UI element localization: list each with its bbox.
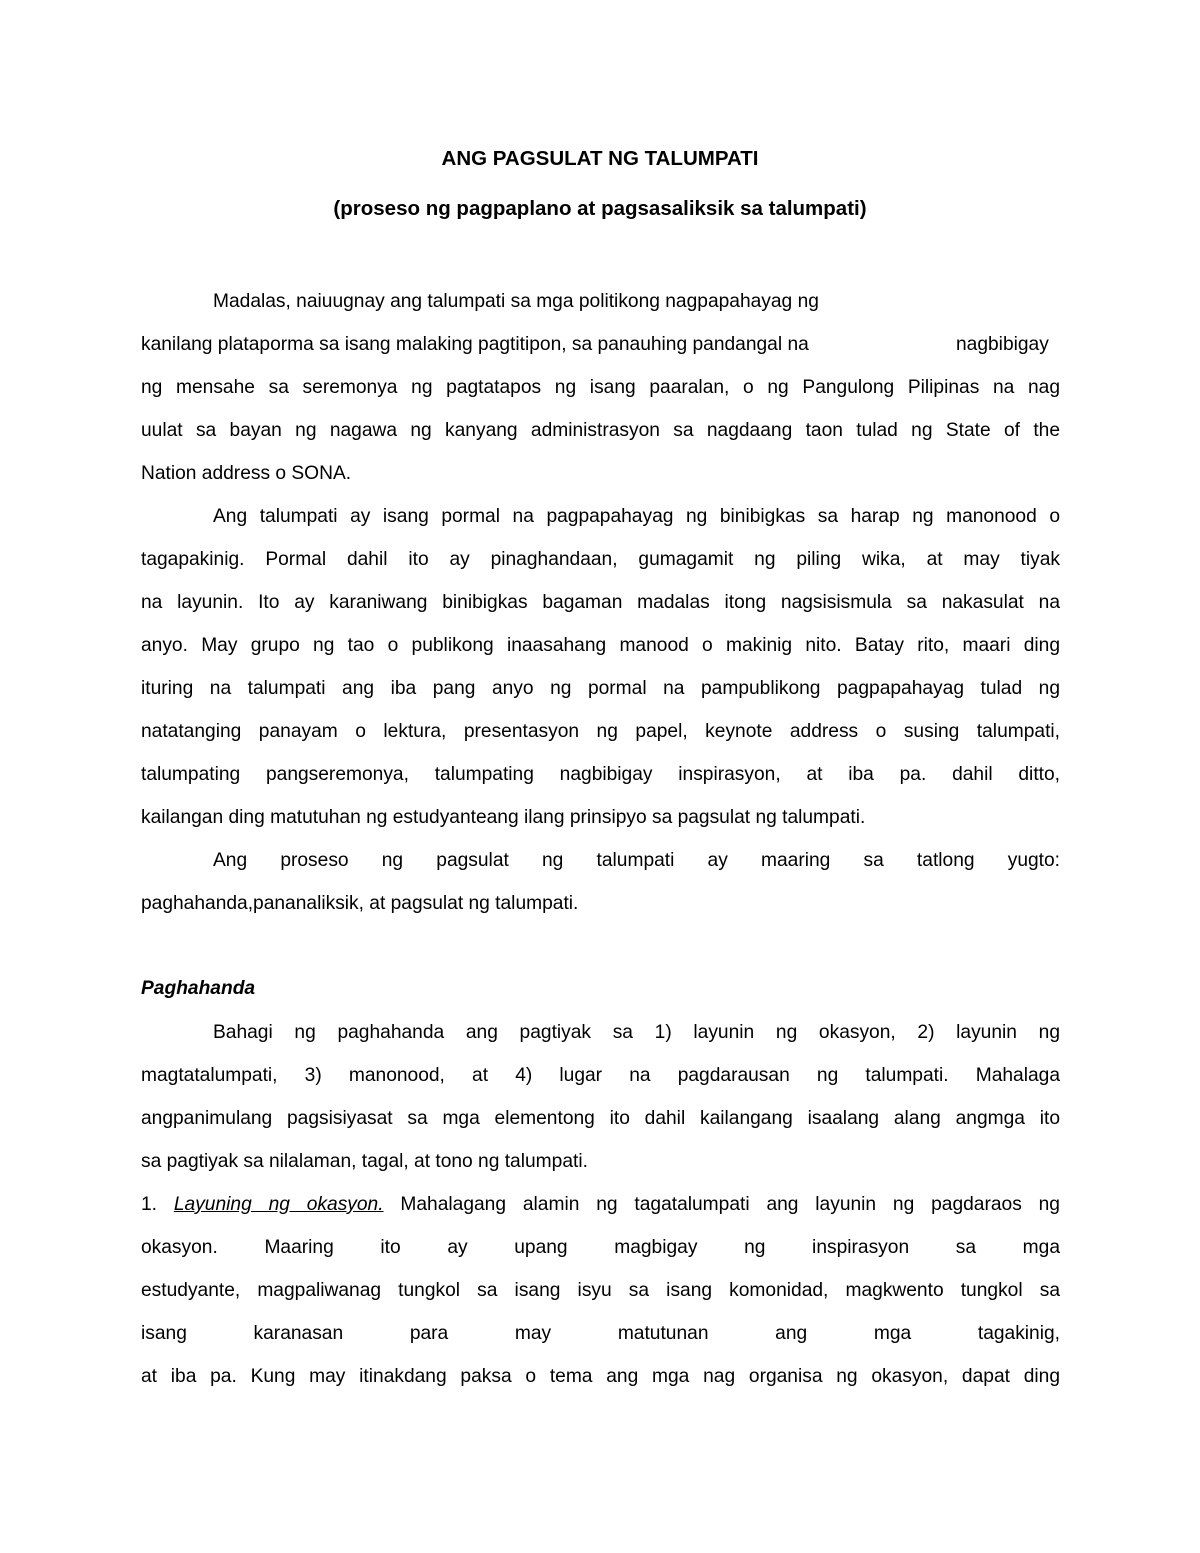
document-title: ANG PAGSULAT NG TALUMPATI bbox=[441, 147, 759, 170]
paragraph1-line1: Madalas, naiuugnay ang talumpati sa mga politikong nagpapahayag ng bbox=[213, 291, 819, 312]
list-item-1-line1 bbox=[141, 1193, 1060, 1217]
paragraph2-line1: Ang talumpati ay isang pormal na pagpapahayag ng binibigkas sa harap ng manonood o bbox=[213, 506, 1060, 527]
list-item-1-line2: okasyon. Maaring ito ay upang magbigay ng inspirasyon sa mga bbox=[141, 1237, 1060, 1258]
paragraph2-line3: na layunin. Ito ay karaniwang binibigkas bagaman madalas itong nagsisismula sa nakasulat na bbox=[141, 592, 1060, 613]
paragraph4-line4: sa pagtiyak sa nilalaman, tagal, at tono ng talumpati. bbox=[141, 1151, 588, 1172]
paragraph1-line2 bbox=[141, 333, 1060, 357]
list-item-1-line4: isang karanasan para may matutunan ang mga tagakinig, bbox=[141, 1323, 1060, 1344]
paragraph2-line4: anyo. May grupo ng tao o publikong inaasahang manood o makinig nito. Batay rito, maari ding bbox=[141, 635, 1060, 656]
paragraph4-line1: Bahagi ng paghahanda ang pagtiyak sa 1) layunin ng okasyon, 2) layunin ng bbox=[213, 1022, 1060, 1043]
paragraph4-line2: magtatalumpati, 3) manonood, at 4) lugar na pagdarausan ng talumpati. Mahalaga bbox=[141, 1065, 1060, 1086]
paragraph1-line2-right: nagbibigay bbox=[956, 334, 1049, 355]
list-item-1-line1-rest: Mahalagang alamin ng tagatalumpati ang layunin ng pagdaraos ng bbox=[400, 1194, 1060, 1215]
list-item-1-term: Layuning ng okasyon. bbox=[173, 1194, 384, 1215]
paragraph1-line2-left: kanilang plataporma sa isang malaking pagtitipon, sa panauhing pandangal na bbox=[141, 334, 809, 355]
paragraph3-line2: paghahanda,pananaliksik, at pagsulat ng talumpati. bbox=[141, 893, 579, 914]
list-item-1-line5: at iba pa. Kung may itinakdang paksa o tema ang mga nag organisa ng okasyon, dapat ding bbox=[141, 1366, 1060, 1387]
paragraph2-line6: natatanging panayam o lektura, presentasyon ng papel, keynote address o susing talumpati, bbox=[141, 721, 1060, 742]
paragraph1-line3: ng mensahe sa seremonya ng pagtatapos ng isang paaralan, o ng Pangulong Pilipinas na nag bbox=[141, 377, 1060, 398]
paragraph2-line7: talumpating pangseremonya, talumpating nagbibigay inspirasyon, at iba pa. dahil ditto, bbox=[141, 764, 1060, 785]
paragraph2-line8: kailangan ding matutuhan ng estudyanteang ilang prinsipyo sa pagsulat ng talumpati. bbox=[141, 807, 866, 828]
paragraph3-line1: Ang proseso ng pagsulat ng talumpati ay maaring sa tatlong yugto: bbox=[213, 850, 1060, 871]
paragraph2-line5: ituring na talumpati ang iba pang anyo ng pormal na pampublikong pagpapahayag tulad ng bbox=[141, 678, 1060, 699]
list-item-1-line3: estudyante, magpaliwanag tungkol sa isang isyu sa isang komonidad, magkwento tungkol sa bbox=[141, 1280, 1060, 1301]
list-item-1-number: 1. bbox=[141, 1194, 158, 1215]
section-heading-paghahanda: Paghahanda bbox=[141, 978, 256, 999]
paragraph1-line4: uulat sa bayan ng nagawa ng kanyang administrasyon sa nagdaang taon tulad ng State of the bbox=[141, 420, 1060, 441]
paragraph1-line5: Nation address o SONA. bbox=[141, 463, 352, 484]
paragraph4-line3: angpanimulang pagsisiyasat sa mga elementong ito dahil kailangang isaalang alang angmga ito bbox=[141, 1108, 1060, 1129]
paragraph2-line2: tagapakinig. Pormal dahil ito ay pinaghandaan, gumagamit ng piling wika, at may tiyak bbox=[141, 549, 1060, 570]
document-subtitle: (proseso ng pagpaplano at pagsasaliksik sa talumpati) bbox=[333, 197, 867, 220]
